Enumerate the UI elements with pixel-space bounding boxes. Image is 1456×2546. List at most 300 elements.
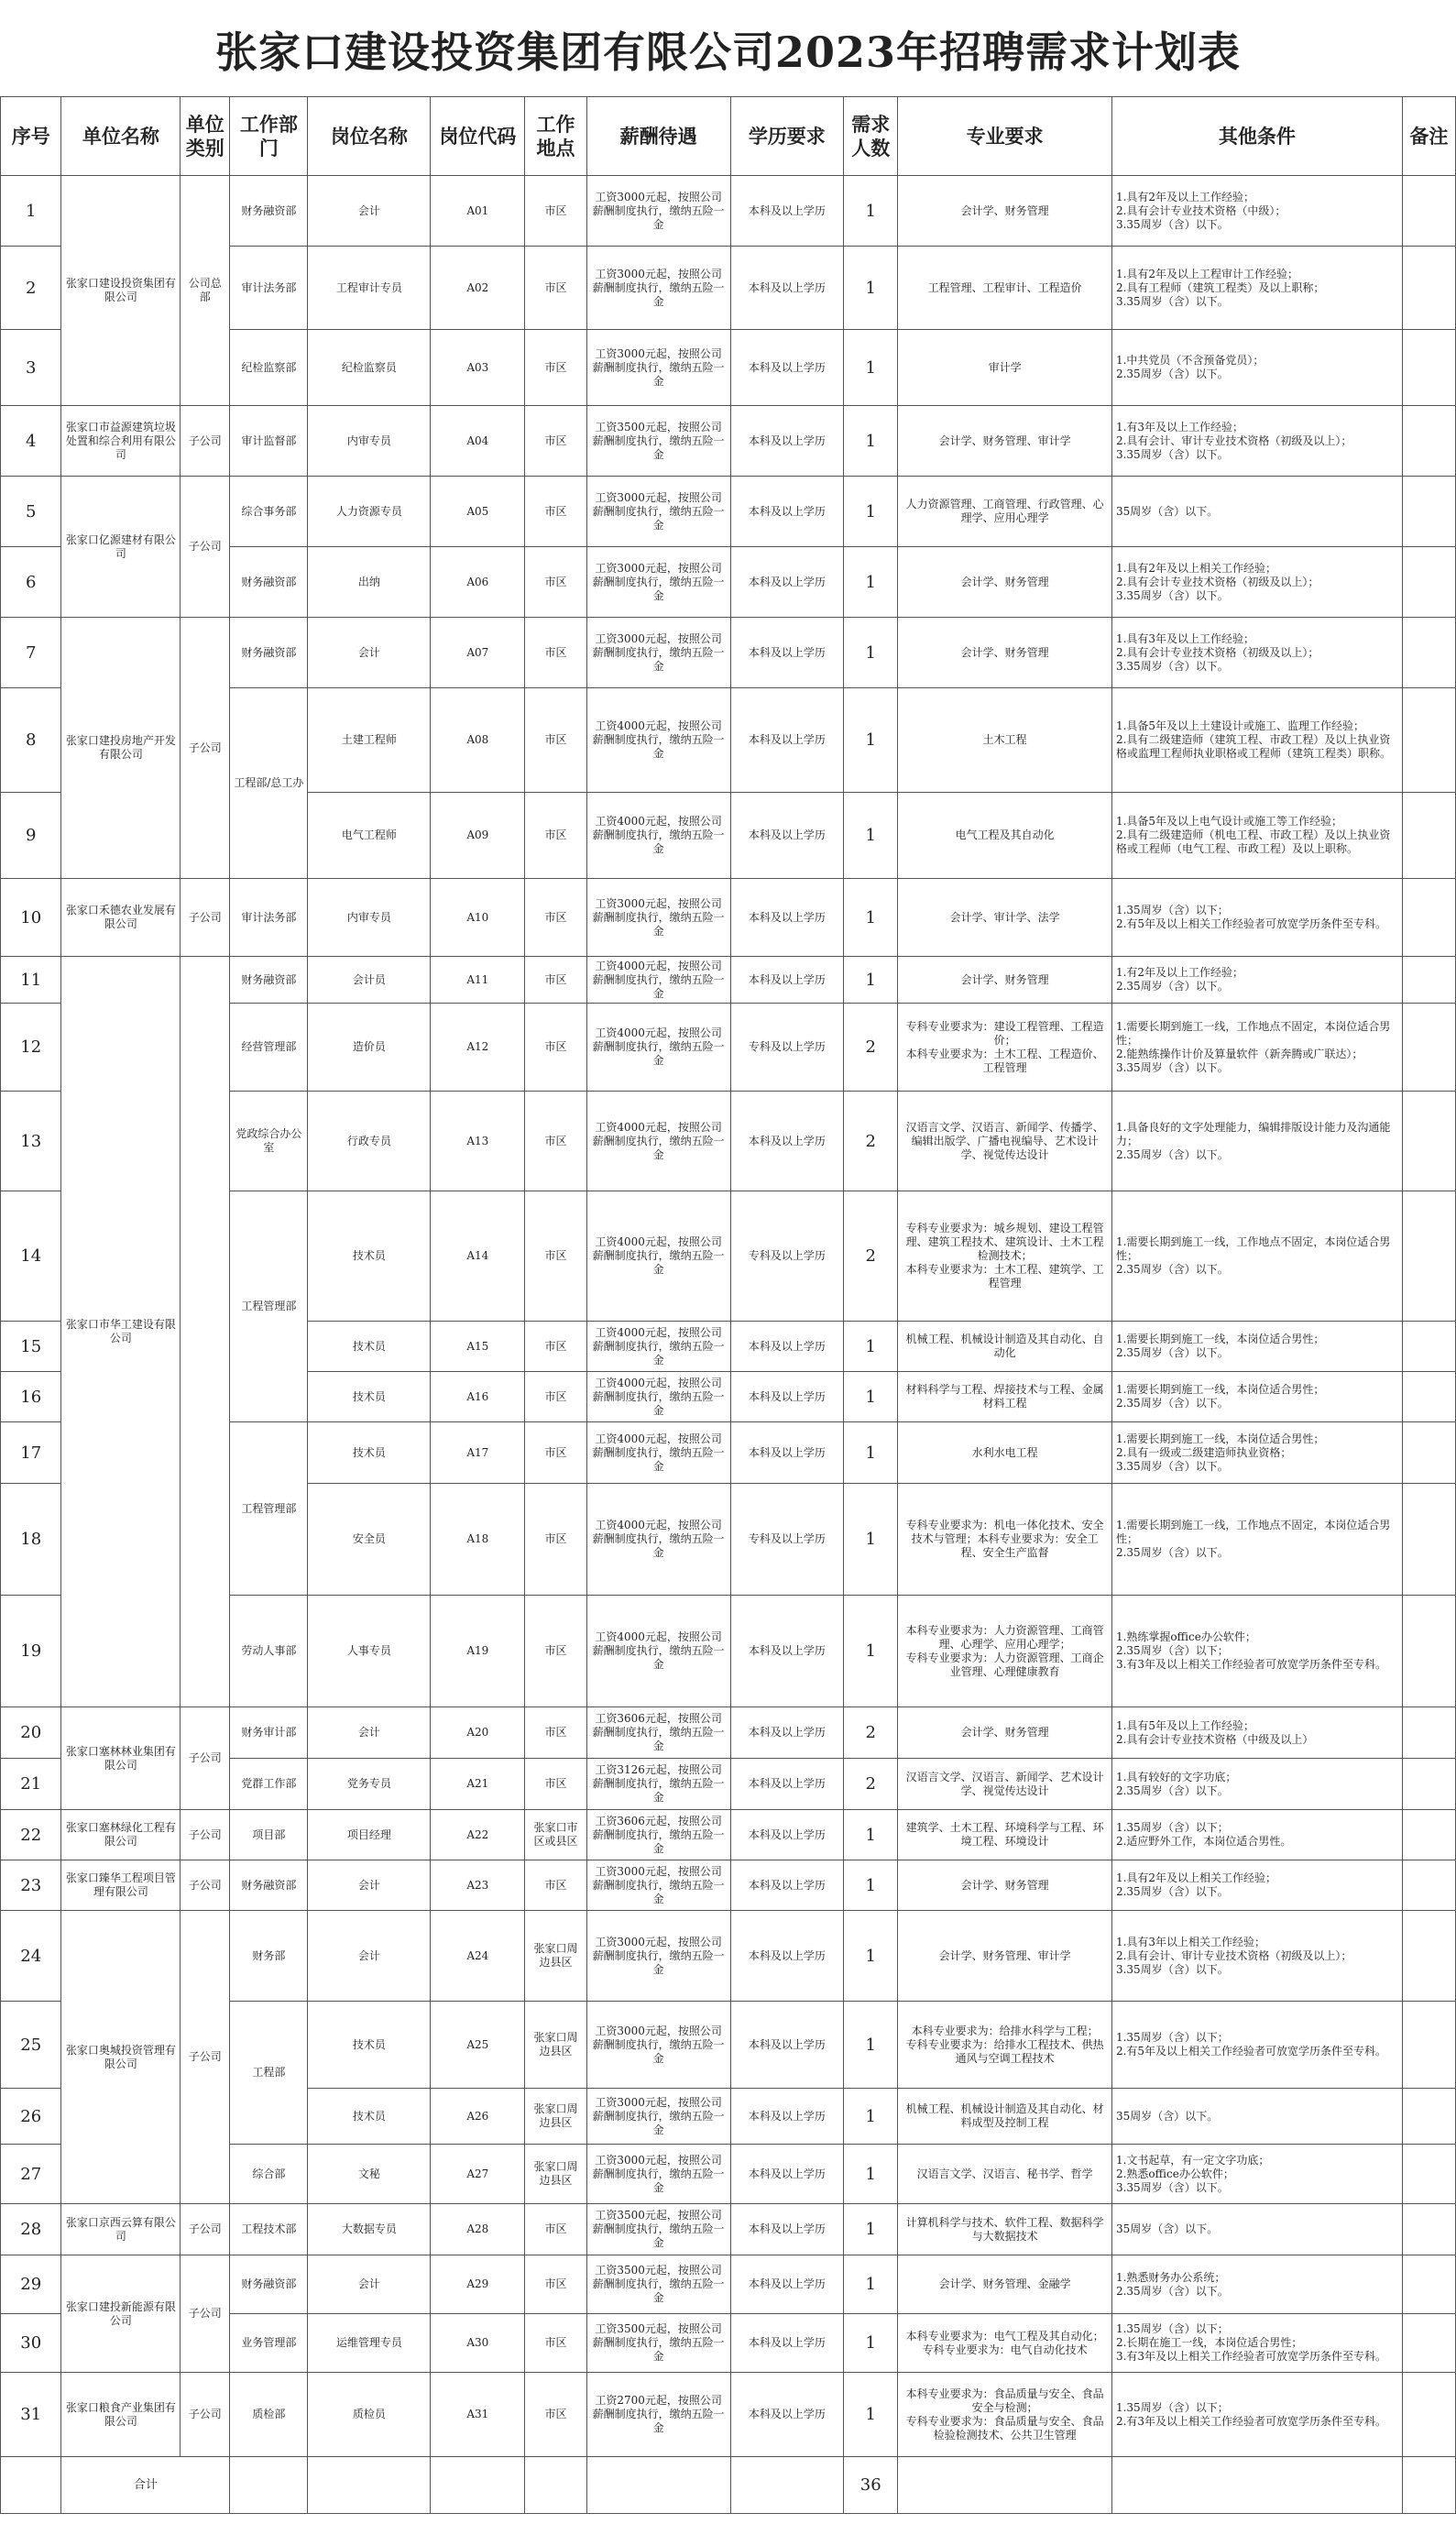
major-requirement: 会计学、财务管理、金融学 (898, 2255, 1112, 2314)
row-number: 11 (1, 957, 61, 1004)
position-code: A24 (431, 1911, 525, 2002)
position-code: A26 (431, 2089, 525, 2145)
work-location: 市区 (525, 1092, 587, 1191)
position-code: A17 (431, 1422, 525, 1484)
position-name: 会计 (308, 2255, 431, 2314)
position-code: A02 (431, 247, 525, 330)
unit-category: 子公司 (181, 618, 230, 879)
table-row (1, 2204, 1456, 2255)
remarks (1402, 247, 1455, 330)
row-number: 20 (1, 1707, 61, 1759)
position-name: 行政专员 (308, 1092, 431, 1191)
row-number: 1 (1, 176, 61, 247)
education: 本科及以上学历 (730, 618, 844, 688)
row-number: 12 (1, 1004, 61, 1092)
major-requirement: 水利水电工程 (898, 1422, 1112, 1484)
position-name: 会计 (308, 618, 431, 688)
education: 本科及以上学历 (730, 1422, 844, 1484)
position-name: 会计 (308, 176, 431, 247)
headcount: 1 (844, 176, 898, 247)
other-conditions: 1.需要长期到施工一线，本岗位适合男性； 2.35周岁（含）以下。 (1111, 1322, 1402, 1372)
unit-category: 子公司 (181, 2373, 230, 2457)
other-conditions: 1.具有5年及以上工作经验； 2.具有会计专业技术资格（中级及以上） (1111, 1707, 1402, 1759)
education: 本科及以上学历 (730, 406, 844, 477)
row-number: 8 (1, 688, 61, 793)
department: 财务融资部 (230, 957, 308, 1004)
work-location: 市区 (525, 247, 587, 330)
salary: 工资3500元起，按照公司薪酬制度执行，缴纳五险一金 (586, 2204, 730, 2255)
department: 审计监督部 (230, 406, 308, 477)
work-location: 张家口周边县区 (525, 2089, 587, 2145)
major-requirement: 建筑学、土木工程、环境科学与工程、环境工程、环境设计 (898, 1810, 1112, 1860)
salary: 工资4000元起，按照公司薪酬制度执行，缴纳五险一金 (586, 1596, 730, 1707)
major-requirement: 会计学、审计学、法学 (898, 879, 1112, 957)
row-number: 28 (1, 2204, 61, 2255)
salary: 工资3000元起，按照公司薪酬制度执行，缴纳五险一金 (586, 2145, 730, 2204)
position-code: A08 (431, 688, 525, 793)
other-conditions: 1.35周岁（含）以下； 2.适应野外工作，本岗位适合男性。 (1111, 1810, 1402, 1860)
department: 党政综合办公室 (230, 1092, 308, 1191)
salary: 工资3606元起，按照公司薪酬制度执行，缴纳五险一金 (586, 1707, 730, 1759)
total-blank (230, 2457, 308, 2514)
education: 本科及以上学历 (730, 957, 844, 1004)
salary: 工资3000元起，按照公司薪酬制度执行，缴纳五险一金 (586, 247, 730, 330)
other-conditions: 1.需要长期到施工一线，本岗位适合男性； 2.35周岁（含）以下。 (1111, 1372, 1402, 1422)
work-location: 市区 (525, 879, 587, 957)
position-name: 文秘 (308, 2145, 431, 2204)
table-row (1, 1860, 1456, 1911)
department: 纪检监察部 (230, 330, 308, 406)
work-location: 市区 (525, 2314, 587, 2373)
table-row (1, 406, 1456, 477)
table-row (1, 1707, 1456, 1759)
header-cell: 岗位代码 (431, 97, 525, 176)
row-number: 31 (1, 2373, 61, 2457)
department: 经营管理部 (230, 1004, 308, 1092)
department: 财务融资部 (230, 1860, 308, 1911)
position-name: 人力资源专员 (308, 477, 431, 547)
total-row (1, 2457, 1456, 2514)
position-name: 造价员 (308, 1004, 431, 1092)
other-conditions: 1.35周岁（含）以下； 2.有3年及以上相关工作经验者可放宽学历条件至专科。 (1111, 2373, 1402, 2457)
headcount: 1 (844, 688, 898, 793)
header-cell: 专业要求 (898, 97, 1112, 176)
row-number: 29 (1, 2255, 61, 2314)
unit-category: 子公司 (181, 2204, 230, 2255)
work-location: 市区 (525, 330, 587, 406)
work-location: 市区 (525, 1004, 587, 1092)
position-code: A25 (431, 2002, 525, 2089)
header-cell: 岗位名称 (308, 97, 431, 176)
remarks (1402, 957, 1455, 1004)
position-name: 大数据专员 (308, 2204, 431, 2255)
position-name: 党务专员 (308, 1759, 431, 1810)
education: 本科及以上学历 (730, 688, 844, 793)
remarks (1402, 1372, 1455, 1422)
header-cell: 单位类别 (181, 97, 230, 176)
position-name: 土建工程师 (308, 688, 431, 793)
headcount: 1 (844, 2255, 898, 2314)
unit-category: 子公司 (181, 1860, 230, 1911)
header-cell: 需求人数 (844, 97, 898, 176)
salary: 工资3500元起，按照公司薪酬制度执行，缴纳五险一金 (586, 2314, 730, 2373)
department: 项目部 (230, 1810, 308, 1860)
table-row (1, 618, 1456, 688)
row-number: 9 (1, 793, 61, 879)
table-row (1, 2373, 1456, 2457)
other-conditions: 1.有3年及以上工作经验； 2.具有会计、审计专业技术资格（初级及以上）； 3.35周岁（含）以下。 (1111, 406, 1402, 477)
work-location: 市区 (525, 1372, 587, 1422)
total-blank (525, 2457, 587, 2514)
salary: 工资3000元起，按照公司薪酬制度执行，缴纳五险一金 (586, 1860, 730, 1911)
major-requirement: 专科专业要求为：机电一体化技术、安全技术与管理；本科专业要求为：安全工程、安全生产监督 (898, 1484, 1112, 1596)
unit-category: 子公司 (181, 477, 230, 618)
remarks (1402, 1911, 1455, 2002)
unit-name: 张家口市益源建筑垃圾处置和综合利用有限公司 (61, 406, 181, 477)
row-number: 22 (1, 1810, 61, 1860)
education: 本科及以上学历 (730, 2373, 844, 2457)
education: 专科及以上学历 (730, 1004, 844, 1092)
work-location: 张家口周边县区 (525, 2002, 587, 2089)
department: 工程部/总工办 (230, 688, 308, 879)
remarks (1402, 618, 1455, 688)
major-requirement: 工程管理、工程审计、工程造价 (898, 247, 1112, 330)
row-number: 26 (1, 2089, 61, 2145)
table-row (1, 477, 1456, 547)
position-code: A22 (431, 1810, 525, 1860)
department: 工程技术部 (230, 2204, 308, 2255)
other-conditions: 1.需要长期到施工一线，工作地点不固定，本岗位适合男性； 2.能熟练操作计价及算量软件（新奔腾或广联达）； 3.35周岁（含）以下。 (1111, 1004, 1402, 1092)
headcount: 1 (844, 2002, 898, 2089)
remarks (1402, 1759, 1455, 1810)
department: 综合事务部 (230, 477, 308, 547)
work-location: 市区 (525, 1860, 587, 1911)
headcount: 2 (844, 1004, 898, 1092)
row-number: 30 (1, 2314, 61, 2373)
headcount: 1 (844, 2089, 898, 2145)
unit-category: 子公司 (181, 1810, 230, 1860)
department: 财务融资部 (230, 618, 308, 688)
remarks (1402, 2089, 1455, 2145)
other-conditions: 1.具有3年以上相关工作经验； 2.具有会计、审计专业技术资格（初级及以上）； 3.35周岁（含）以下。 (1111, 1911, 1402, 2002)
header-cell: 单位名称 (61, 97, 181, 176)
salary: 工资4000元起，按照公司薪酬制度执行，缴纳五险一金 (586, 1484, 730, 1596)
row-number: 14 (1, 1191, 61, 1322)
row-number: 17 (1, 1422, 61, 1484)
position-code: A28 (431, 2204, 525, 2255)
education: 本科及以上学历 (730, 330, 844, 406)
table-body (1, 176, 1456, 2514)
remarks (1402, 1707, 1455, 1759)
remarks (1402, 688, 1455, 793)
total-count: 36 (844, 2457, 898, 2514)
position-name: 内审专员 (308, 879, 431, 957)
department: 劳动人事部 (230, 1596, 308, 1707)
major-requirement: 汉语言文学、汉语言、新闻学、传播学、编辑出版学、广播电视编导、艺术设计学、视觉传达设计 (898, 1092, 1112, 1191)
work-location: 张家口周边县区 (525, 2145, 587, 2204)
remarks (1402, 2314, 1455, 2373)
salary: 工资3606元起，按照公司薪酬制度执行，缴纳五险一金 (586, 1810, 730, 1860)
position-name: 会计 (308, 1860, 431, 1911)
salary: 工资4000元起，按照公司薪酬制度执行，缴纳五险一金 (586, 688, 730, 793)
remarks (1402, 2145, 1455, 2204)
header-cell: 工作地点 (525, 97, 587, 176)
work-location: 市区 (525, 688, 587, 793)
unit-category: 公司总部 (181, 176, 230, 406)
position-code: A30 (431, 2314, 525, 2373)
remarks (1402, 176, 1455, 247)
education: 本科及以上学历 (730, 2089, 844, 2145)
other-conditions: 1.35周岁（含）以下； 2.长期在施工一线，本岗位适合男性； 3.有3年及以上相关工作经验者可放宽学历条件至专科。 (1111, 2314, 1402, 2373)
headcount: 1 (844, 1596, 898, 1707)
position-code: A11 (431, 957, 525, 1004)
position-name: 内审专员 (308, 406, 431, 477)
department: 业务管理部 (230, 2314, 308, 2373)
other-conditions: 1.具有较好的文字功底； 2.35周岁（含）以下。 (1111, 1759, 1402, 1810)
table-header-row (1, 97, 1456, 176)
position-code: A20 (431, 1707, 525, 1759)
work-location: 市区 (525, 477, 587, 547)
other-conditions: 35周岁（含）以下。 (1111, 2089, 1402, 2145)
headcount: 1 (844, 1810, 898, 1860)
work-location: 张家口市区或县区 (525, 1810, 587, 1860)
remarks (1402, 547, 1455, 618)
position-code: A14 (431, 1191, 525, 1322)
position-code: A12 (431, 1004, 525, 1092)
work-location: 市区 (525, 547, 587, 618)
salary: 工资4000元起，按照公司薪酬制度执行，缴纳五险一金 (586, 957, 730, 1004)
headcount: 1 (844, 477, 898, 547)
unit-name: 张家口建设投资集团有限公司 (61, 176, 181, 406)
salary: 工资4000元起，按照公司薪酬制度执行，缴纳五险一金 (586, 1322, 730, 1372)
row-number: 6 (1, 547, 61, 618)
other-conditions: 1.具备5年及以上土建设计或施工、监理工作经验； 2.具有二级建造师（建筑工程、市政工程）及以上执业资格或监理工程师执业职格或工程师（建筑工程类）职称。 (1111, 688, 1402, 793)
position-name: 质检员 (308, 2373, 431, 2457)
position-name: 技术员 (308, 1322, 431, 1372)
total-blank (1111, 2457, 1402, 2514)
work-location: 市区 (525, 957, 587, 1004)
headcount: 2 (844, 1191, 898, 1322)
position-code: A27 (431, 2145, 525, 2204)
other-conditions: 1.需要长期到施工一线，工作地点不固定，本岗位适合男性； 2.35周岁（含）以下。 (1111, 1191, 1402, 1322)
other-conditions: 1.需要长期到施工一线，本岗位适合男性； 2.具有一级或二级建造师执业资格； 3.35周岁（含）以下。 (1111, 1422, 1402, 1484)
education: 本科及以上学历 (730, 793, 844, 879)
remarks (1402, 2002, 1455, 2089)
position-name: 会计员 (308, 957, 431, 1004)
headcount: 2 (844, 1759, 898, 1810)
education: 本科及以上学历 (730, 1810, 844, 1860)
other-conditions: 1.具有2年及以上相关工作经验； 2.具有会计专业技术资格（初级及以上）； 3.35周岁（含）以下。 (1111, 547, 1402, 618)
unit-name: 张家口塞林林业集团有限公司 (61, 1707, 181, 1810)
position-code: A21 (431, 1759, 525, 1810)
department: 党群工作部 (230, 1759, 308, 1810)
position-code: A10 (431, 879, 525, 957)
total-blank (730, 2457, 844, 2514)
major-requirement: 计算机科学与技术、软件工程、数据科学与大数据技术 (898, 2204, 1112, 2255)
department: 审计法务部 (230, 247, 308, 330)
work-location: 市区 (525, 1322, 587, 1372)
work-location: 市区 (525, 2373, 587, 2457)
work-location: 市区 (525, 1191, 587, 1322)
position-code: A07 (431, 618, 525, 688)
major-requirement: 会计学、财务管理 (898, 957, 1112, 1004)
position-name: 工程审计专员 (308, 247, 431, 330)
salary: 工资4000元起，按照公司薪酬制度执行，缴纳五险一金 (586, 1422, 730, 1484)
major-requirement: 本科专业要求为：食品质量与安全、食品安全与检测； 专科专业要求为：食品质量与安全、食品检验检测技术、公共卫生管理 (898, 2373, 1112, 2457)
headcount: 1 (844, 2204, 898, 2255)
education: 本科及以上学历 (730, 2314, 844, 2373)
education: 专科及以上学历 (730, 1484, 844, 1596)
other-conditions: 1.具备良好的文字处理能力，编辑排版设计能力及沟通能力； 2.35周岁（含）以下。 (1111, 1092, 1402, 1191)
position-name: 技术员 (308, 1422, 431, 1484)
position-name: 人事专员 (308, 1596, 431, 1707)
education: 本科及以上学历 (730, 1322, 844, 1372)
total-blank (898, 2457, 1112, 2514)
unit-name: 张家口京西云算有限公司 (61, 2204, 181, 2255)
position-code: A16 (431, 1372, 525, 1422)
position-code: A18 (431, 1484, 525, 1596)
remarks (1402, 1004, 1455, 1092)
other-conditions: 35周岁（含）以下。 (1111, 2204, 1402, 2255)
department: 工程部 (230, 2002, 308, 2145)
position-code: A01 (431, 176, 525, 247)
education: 本科及以上学历 (730, 176, 844, 247)
salary: 工资3000元起，按照公司薪酬制度执行，缴纳五险一金 (586, 2089, 730, 2145)
remarks (1402, 1422, 1455, 1484)
work-location: 市区 (525, 406, 587, 477)
position-code: A06 (431, 547, 525, 618)
position-name: 安全员 (308, 1484, 431, 1596)
salary: 工资4000元起，按照公司薪酬制度执行，缴纳五险一金 (586, 1004, 730, 1092)
major-requirement: 会计学、财务管理 (898, 547, 1112, 618)
major-requirement: 机械工程、机械设计制造及其自动化、材料成型及控制工程 (898, 2089, 1112, 2145)
work-location: 市区 (525, 1422, 587, 1484)
unit-name: 张家口市华工建设有限公司 (61, 957, 181, 1707)
other-conditions: 1.35周岁（含）以下； 2.有5年及以上相关工作经验者可放宽学历条件至专科。 (1111, 2002, 1402, 2089)
major-requirement: 本科专业要求为：人力资源管理、工商管理、心理学、应用心理学； 专科专业要求为：人力资源管理、工商企业管理、心理健康教育 (898, 1596, 1112, 1707)
total-blank (431, 2457, 525, 2514)
remarks (1402, 1596, 1455, 1707)
department: 审计法务部 (230, 879, 308, 957)
salary: 工资3000元起，按照公司薪酬制度执行，缴纳五险一金 (586, 1911, 730, 2002)
unit-category: 子公司 (181, 2255, 230, 2373)
other-conditions: 1.具备5年及以上电气设计或施工等工作经验； 2.具有二级建造师（机电工程、市政工程）及以上执业资格或工程师（电气工程、市政工程）及以上职称。 (1111, 793, 1402, 879)
remarks (1402, 2373, 1455, 2457)
major-requirement: 人力资源管理、工商管理、行政管理、心理学、应用心理学 (898, 477, 1112, 547)
other-conditions: 1.熟练掌握office办公软件； 2.35周岁（含）以下； 3.有3年及以上相关工作经验者可放宽学历条件至专科。 (1111, 1596, 1402, 1707)
other-conditions: 1.熟悉财务办公系统； 2.35周岁（含）以下。 (1111, 2255, 1402, 2314)
education: 本科及以上学历 (730, 1860, 844, 1911)
remarks (1402, 1484, 1455, 1596)
salary: 工资3000元起，按照公司薪酬制度执行，缴纳五险一金 (586, 176, 730, 247)
position-name: 纪检监察员 (308, 330, 431, 406)
total-blank (1402, 2457, 1455, 2514)
row-number: 3 (1, 330, 61, 406)
headcount: 1 (844, 1422, 898, 1484)
salary: 工资3000元起，按照公司薪酬制度执行，缴纳五险一金 (586, 330, 730, 406)
education: 本科及以上学历 (730, 1092, 844, 1191)
major-requirement: 专科专业要求为：城乡规划、建设工程管理、建筑工程技术、建筑设计、土木工程检测技术； 本科专业要求为：土木工程、建筑学、工程管理 (898, 1191, 1112, 1322)
unit-name: 张家口奥城投资管理有限公司 (61, 1911, 181, 2204)
work-location: 市区 (525, 618, 587, 688)
education: 本科及以上学历 (730, 2002, 844, 2089)
salary: 工资4000元起，按照公司薪酬制度执行，缴纳五险一金 (586, 793, 730, 879)
other-conditions: 1.35周岁（含）以下； 2.有5年及以上相关工作经验者可放宽学历条件至专科。 (1111, 879, 1402, 957)
headcount: 1 (844, 957, 898, 1004)
salary: 工资3500元起，按照公司薪酬制度执行，缴纳五险一金 (586, 2255, 730, 2314)
position-name: 技术员 (308, 1372, 431, 1422)
department: 财务审计部 (230, 1707, 308, 1759)
major-requirement: 本科专业要求为：电气工程及其自动化； 专科专业要求为：电气自动化技术 (898, 2314, 1112, 2373)
salary: 工资3500元起，按照公司薪酬制度执行，缴纳五险一金 (586, 406, 730, 477)
education: 本科及以上学历 (730, 2204, 844, 2255)
salary: 工资3000元起，按照公司薪酬制度执行，缴纳五险一金 (586, 618, 730, 688)
department: 工程管理部 (230, 1191, 308, 1422)
position-code: A19 (431, 1596, 525, 1707)
position-name: 电气工程师 (308, 793, 431, 879)
header-cell: 其他条件 (1111, 97, 1402, 176)
major-requirement: 会计学、财务管理 (898, 618, 1112, 688)
position-name: 会计 (308, 1911, 431, 2002)
position-code: A29 (431, 2255, 525, 2314)
other-conditions: 1.具有3年及以上工作经验； 2.具有会计专业技术资格（初级及以上）； 3.35周岁（含）以下。 (1111, 618, 1402, 688)
total-blank (1, 2457, 61, 2514)
major-requirement: 汉语言文学、汉语言、新闻学、艺术设计学、视觉传达设计 (898, 1759, 1112, 1810)
remarks (1402, 2204, 1455, 2255)
headcount: 1 (844, 1484, 898, 1596)
table-row (1, 879, 1456, 957)
position-name: 运维管理专员 (308, 2314, 431, 2373)
position-name: 技术员 (308, 2002, 431, 2089)
row-number: 16 (1, 1372, 61, 1422)
unit-name: 张家口亿源建材有限公司 (61, 477, 181, 618)
other-conditions: 1.具有2年及以上工作经验； 2.具有会计专业技术资格（中级）； 3.35周岁（含）以下。 (1111, 176, 1402, 247)
remarks (1402, 879, 1455, 957)
other-conditions: 1.具有2年及以上工程审计工作经验； 2.具有工程师（建筑工程类）及以上职称； 3.35周岁（含）以下。 (1111, 247, 1402, 330)
department: 财务融资部 (230, 547, 308, 618)
salary: 工资4000元起，按照公司薪酬制度执行，缴纳五险一金 (586, 1092, 730, 1191)
education: 本科及以上学历 (730, 1596, 844, 1707)
recruitment-table (0, 96, 1456, 2514)
work-location: 市区 (525, 1484, 587, 1596)
major-requirement: 汉语言文学、汉语言、秘书学、哲学 (898, 2145, 1112, 2204)
remarks (1402, 406, 1455, 477)
major-requirement: 会计学、财务管理、审计学 (898, 1911, 1112, 2002)
total-blank (308, 2457, 431, 2514)
headcount: 1 (844, 1911, 898, 2002)
position-name: 项目经理 (308, 1810, 431, 1860)
headcount: 1 (844, 406, 898, 477)
salary: 工资3000元起，按照公司薪酬制度执行，缴纳五险一金 (586, 2002, 730, 2089)
education: 专科及以上学历 (730, 1191, 844, 1322)
headcount: 1 (844, 2373, 898, 2457)
total-label: 合计 (61, 2457, 230, 2514)
education: 本科及以上学历 (730, 1759, 844, 1810)
major-requirement: 会计学、财务管理 (898, 1860, 1112, 1911)
row-number: 2 (1, 247, 61, 330)
education: 本科及以上学历 (730, 2145, 844, 2204)
position-code: A05 (431, 477, 525, 547)
work-location: 市区 (525, 1596, 587, 1707)
row-number: 4 (1, 406, 61, 477)
major-requirement: 材料科学与工程、焊接技术与工程、金属材料工程 (898, 1372, 1112, 1422)
table-row (1, 2255, 1456, 2314)
education: 本科及以上学历 (730, 879, 844, 957)
unit-name: 张家口臻华工程项目管理有限公司 (61, 1860, 181, 1911)
position-code: A09 (431, 793, 525, 879)
other-conditions: 1.具有2年及以上相关工作经验； 2.35周岁（含）以下。 (1111, 1860, 1402, 1911)
other-conditions: 1.中共党员（不含预备党员）； 2.35周岁（含）以下。 (1111, 330, 1402, 406)
